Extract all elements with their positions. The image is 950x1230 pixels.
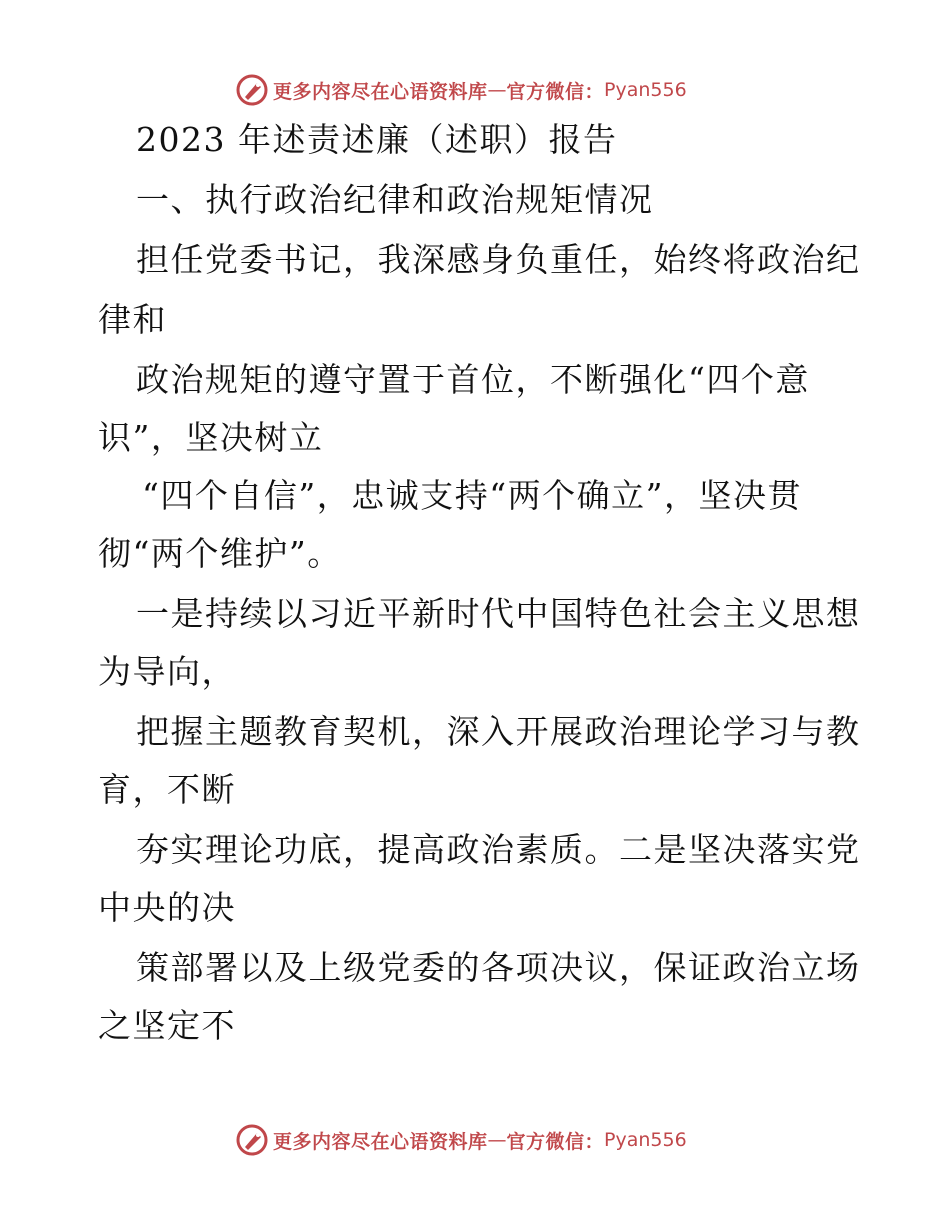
section-heading: 一、执行政治纪律和政治规矩情况	[136, 180, 654, 219]
watermark-site-text: 更多内容尽在心语资料库	[273, 1130, 488, 1153]
paragraph-line: 夯实理论功底，提高政治素质。二是坚决落实党	[136, 830, 861, 869]
watermark-dash: —	[487, 1129, 507, 1151]
paragraph-line: 担任党委书记，我深感身负重任，始终将政治纪	[136, 240, 861, 279]
paragraph-line: 中央的决	[98, 888, 236, 927]
paragraph-line: 策部署以及上级党委的各项决议，保证政治立场	[136, 948, 861, 987]
watermark-wechat-label: 官方微信：	[506, 1130, 605, 1153]
watermark-wechat-id: Pyan556	[604, 79, 687, 101]
header-watermark	[0, 70, 950, 110]
footer-watermark	[0, 1120, 950, 1160]
paragraph-line: 为导向，	[98, 652, 236, 691]
watermark-row	[235, 70, 687, 110]
pen-nib-logo-icon	[235, 73, 269, 107]
watermark-site-text: 更多内容尽在心语资料库	[273, 80, 488, 103]
paragraph-line: 育，不断	[98, 770, 236, 809]
watermark-row	[235, 1120, 687, 1160]
pen-nib-logo-icon	[235, 1123, 269, 1157]
watermark-wechat-label: 官方微信：	[506, 80, 605, 103]
watermark-dash: —	[487, 79, 507, 101]
watermark-wechat-id: Pyan556	[604, 1129, 687, 1151]
paragraph-line: 政治规矩的遵守置于首位，不断强化“四个意	[136, 360, 810, 399]
paragraph-line: “四个自信”，忠诚支持“两个确立”，坚决贯	[142, 476, 802, 515]
paragraph-line: 之坚定不	[98, 1006, 236, 1045]
paragraph-line: 识”，坚决树立	[98, 418, 324, 457]
paragraph-line: 把握主题教育契机，深入开展政治理论学习与教	[136, 712, 861, 751]
paragraph-line: 彻“两个维护”。	[98, 534, 342, 573]
paragraph-line: 一是持续以习近平新时代中国特色社会主义思想	[136, 594, 861, 633]
document-title: 2023 年述责述廉（述职）报告	[136, 120, 618, 159]
paragraph-line: 律和	[98, 300, 167, 339]
